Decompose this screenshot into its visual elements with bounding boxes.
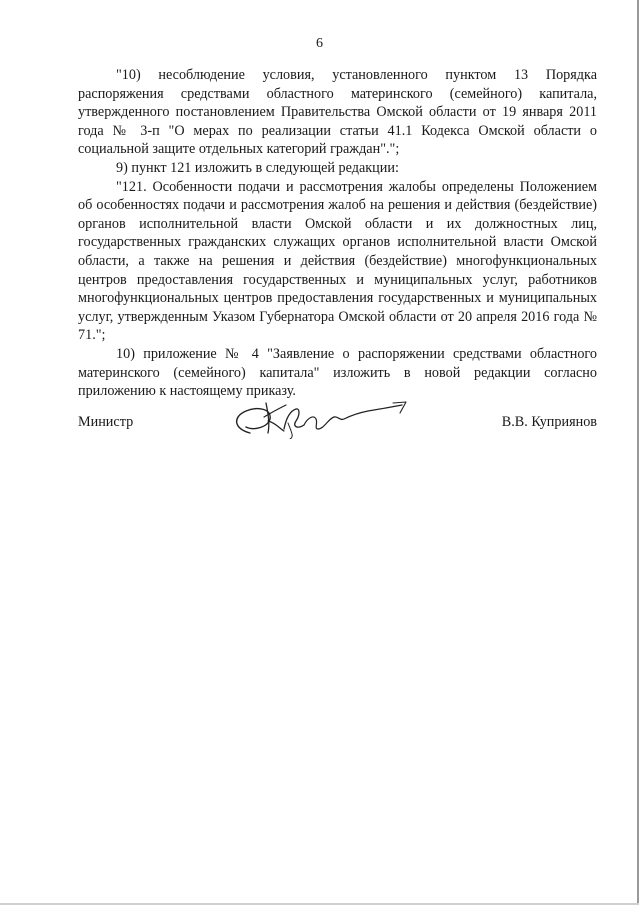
handwritten-signature [228, 395, 410, 439]
document-body [78, 66, 597, 401]
page-number: 6 [316, 36, 323, 51]
paragraph-clause-121: "121. Особенности подачи и рассмотрения жалобы определены Положением об особенностях подачи и рассмотрения жалоб на решения и действия (бездействие) органов исполнительной власти Омской области и их должностных лиц, государственных гражданских служащих органов исполнительной власти Омской области, а также на решения и действия (бездействие) многофункциональных центров предоставления государственных и муниципальных услуг, работников многофункциональных центров предоставления государственных и муниципальных услуг, утвержденным Указом Губернатора Омской области от 20 апреля 2016 года № 71."; [78, 178, 597, 344]
signatory-name: В.В. Куприянов [501, 414, 597, 430]
paragraph-item-10-appendix: 10) приложение № 4 "Заявление о распоряжении средствами областного материнского (семейного) капитала" изложить в новой редакции согласно приложению к настоящему приказу. [78, 345, 597, 400]
paragraph-item-9-header: 9) пункт 121 изложить в следующей редакции: [116, 159, 399, 176]
paragraph-item-10-condition: "10) несоблюдение условия, установленного пунктом 13 Порядка распоряжения средствами областного материнского (семейного) капитала, утвержденного постановлением Правительства Омской области от 19 января 2011 года № 3-п "О мерах по реализации статьи 41.1 Кодекса Омской области о социальной защите отдельных категорий граждан"."; [78, 67, 597, 158]
signatory-title: Министр [78, 414, 134, 430]
